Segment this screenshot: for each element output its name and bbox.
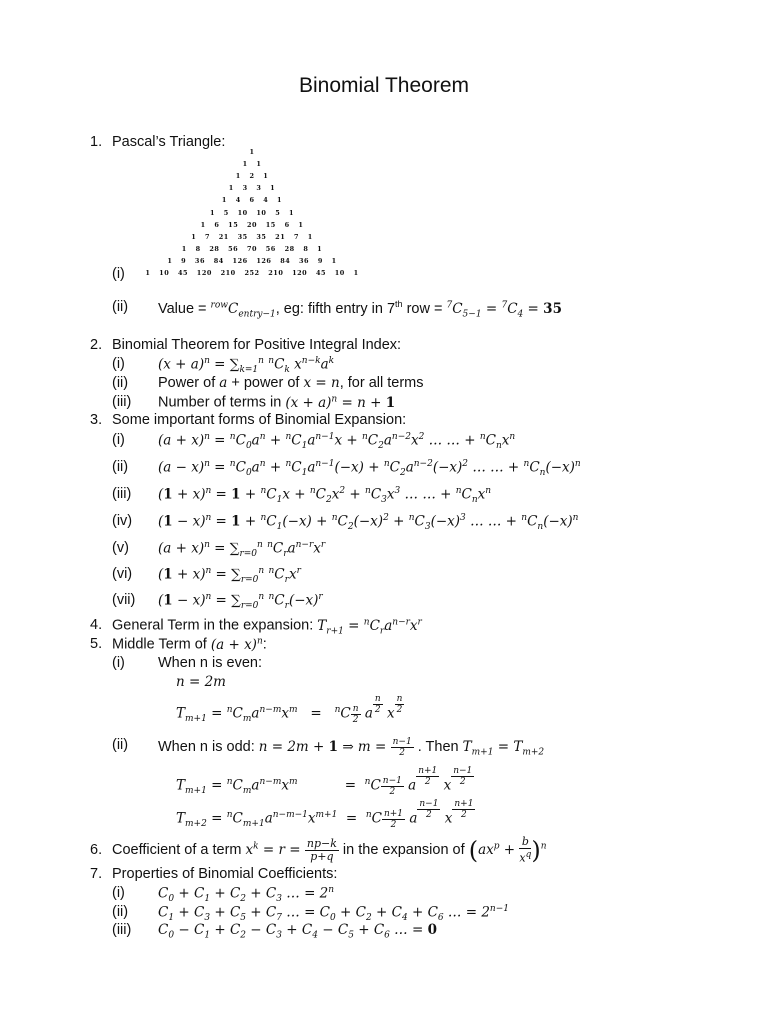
s3-item-vi-label: (vi) bbox=[112, 566, 133, 582]
s1-item-ii-label: (ii) bbox=[112, 299, 129, 315]
pascal-row: 1 9 36 84 126 126 84 36 9 1 bbox=[167, 256, 337, 265]
s2-item-iii-text: Number of terms in $(x + a)^n = n + 1$ bbox=[158, 394, 396, 411]
s5-formula-tm1-even: $T_{m+1} = ^nC_ma^{n-m}x^m = ^nC$ $\frac{n}{2}$ a $\frac{n}{2}$ x $\frac{n}{2}$ bbox=[176, 694, 403, 725]
s3-formula-v: $(a + x)^n = \sum_{r=0}^n$ $^nC_ra^{n-r}x^r$ bbox=[158, 540, 326, 560]
s2-formula-i: $(x + a)^n = \sum_{k=1}^n$ $^nC_k$ $x^{n-k}a^k$ bbox=[158, 356, 335, 376]
section-1-heading: Pascal’s Triangle: bbox=[112, 134, 226, 150]
s7-formula-iii: $C_0 - C_1 + C_2 - C_3 + C_4 - C_5 + C_6$ … = 0 bbox=[158, 922, 437, 941]
s3-item-i-label: (i) bbox=[112, 432, 125, 448]
section-4-number: 4. bbox=[90, 617, 103, 633]
section-2-number: 2. bbox=[90, 337, 103, 353]
s3-item-ii-label: (ii) bbox=[112, 459, 129, 475]
s5-formula-tm2-odd: $T_{m+2} = ^nC_{m+1}a^{n-m-1}x^{m+1} = ^nC$ $\frac{n+1}{2}$ a $\frac{n-1}{2}$ x $\frac{n+1}{2}$ bbox=[176, 799, 474, 830]
s5-item-i-label: (i) bbox=[112, 655, 125, 671]
s7-item-iii-label: (iii) bbox=[112, 922, 132, 938]
section-7-number: 7. bbox=[90, 866, 103, 882]
section-1-number: 1. bbox=[90, 134, 103, 150]
s5-item-i-text: When n is even: bbox=[158, 655, 262, 671]
s5-item-ii-text: When n is odd: n = 2m + 1 ⇒ m = $\frac{n-1}{2}$ . Then $T_{m+1} = T_{m+2}$ bbox=[158, 737, 545, 758]
s3-item-vii-label: (vii) bbox=[112, 592, 136, 608]
s3-item-v-label: (v) bbox=[112, 540, 129, 556]
s5-item-ii-label: (ii) bbox=[112, 737, 129, 753]
pascal-row: 1 3 3 1 bbox=[228, 184, 276, 193]
section-3-heading: Some important forms of Binomial Expansion: bbox=[112, 412, 407, 428]
s1-item-i-label: (i) bbox=[112, 266, 125, 282]
pascal-row: 1 8 28 56 70 56 28 8 1 bbox=[181, 244, 323, 253]
section-7-heading: Properties of Binomial Coefficients: bbox=[112, 866, 338, 882]
s1-item-ii-text: Value = $^{row}C_{entry-1}$, eg: fifth entry in 7th row = $^7C_{5-1} = ^7C_4 = 35$ bbox=[158, 299, 562, 320]
s2-item-ii-label: (ii) bbox=[112, 375, 129, 391]
pascal-row: 1 1 bbox=[242, 160, 262, 169]
s3-formula-vii: $(1 - x)^n = \sum_{r=0}^n$ $^nC_r(-x)^r$ bbox=[158, 592, 323, 612]
pascal-row: 1 5 10 10 5 1 bbox=[210, 208, 294, 217]
s3-item-iv-label: (iv) bbox=[112, 513, 133, 529]
section-6-number: 6. bbox=[90, 842, 103, 858]
s3-formula-vi: $(1 + x)^n = \sum_{r=0}^n$ $^nC_rx^r$ bbox=[158, 566, 301, 586]
page-title: Binomial Theorem bbox=[298, 74, 470, 97]
section-2-heading: Binomial Theorem for Positive Integral Index: bbox=[112, 337, 402, 353]
s2-item-i-label: (i) bbox=[112, 356, 125, 372]
s7-formula-i: $C_0 + C_1 + C_2 + C_3$ … = $2^n$ bbox=[158, 885, 335, 905]
s5-formula-n-even: n = 2m bbox=[176, 674, 226, 690]
s3-formula-ii: $(a - x)^n = ^nC_0a^n + ^nC_1a^{n-1}(-x) + ^nC_2a^{n-2}(-x)^2$ … … + $^nC_n(-x)^n$ bbox=[158, 459, 581, 479]
pascal-row: 1 4 6 4 1 bbox=[221, 196, 283, 205]
pascal-row: 1 10 45 120 210 252 210 120 45 10 1 bbox=[145, 269, 359, 277]
section-5-heading: Middle Term of $(a + x)^n$: bbox=[112, 636, 267, 653]
s7-item-i-label: (i) bbox=[112, 885, 125, 901]
pascal-row: 1 6 15 20 15 6 1 bbox=[200, 220, 304, 229]
pascal-row: 1 bbox=[249, 148, 255, 156]
s3-formula-iii: $(1 + x)^n = 1 + ^nC_1x + ^nC_2x^2 + ^nC_3x^3$ … … + $^nC_nx^n$ bbox=[158, 486, 492, 506]
s5-formula-tm1-odd: $T_{m+1} = ^nC_ma^{n-m}x^m$ = $^n$C $\frac{n-1}{2}$ a $\frac{n+1}{2}$ x $\frac{n-1}{2}$ bbox=[176, 766, 473, 797]
section-4-text: General Term in the expansion: $T_{r+1} = ^nC_ra^{n-r}x^r$ bbox=[112, 617, 422, 637]
pascal-row: 1 7 21 35 35 21 7 1 bbox=[191, 232, 313, 241]
s3-formula-i: $(a + x)^n = ^nC_0a^n + ^nC_1a^{n-1}x + ^nC_2a^{n-2}x^2$ … … + $^nC_nx^n$ bbox=[158, 432, 516, 452]
section-3-number: 3. bbox=[90, 412, 103, 428]
s3-formula-iv: $(1 - x)^n = 1 + ^nC_1(-x) + ^nC_2(-x)^2 + ^nC_3(-x)^3$ … … + $^nC_n(-x)^n$ bbox=[158, 513, 579, 533]
section-5-number: 5. bbox=[90, 636, 103, 652]
section-6-text: Coefficient of a term $x^k = r$ = $\frac{np-k}{p+q}$ in the expansion of ($ax^p$ + $\frac{b}{x^q}$ )$^n$ bbox=[112, 835, 547, 865]
s7-item-ii-label: (ii) bbox=[112, 904, 129, 920]
s7-formula-ii: $C_1 + C_3 + C_5 + C_7$ … = $C_0 + C_2 + C_4 + C_6$ … = $2^{n-1}$ bbox=[158, 904, 509, 924]
pascal-row: 1 2 1 bbox=[235, 172, 269, 181]
pascal-triangle bbox=[0, 0, 768, 290]
s2-item-ii-text: Power of a + power of x = n, for all terms bbox=[158, 375, 424, 391]
s2-item-iii-label: (iii) bbox=[112, 394, 132, 410]
s3-item-iii-label: (iii) bbox=[112, 486, 132, 502]
